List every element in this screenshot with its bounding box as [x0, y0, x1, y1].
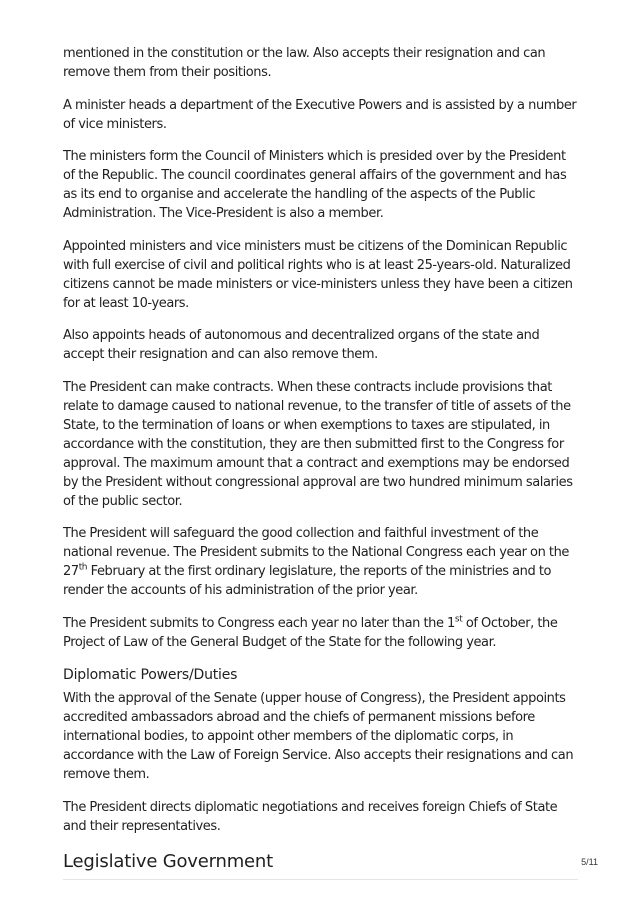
revenue-text-after: February at the first ordinary legislature, the reports of the ministries and to render the accounts of his administration of the prior year.: [63, 564, 552, 598]
budget-text-before: The President submits to Congress each year no later than the 1: [63, 615, 455, 631]
paragraph-resignation: mentioned in the constitution or the law. Also accepts their resignation and can remove them from their positions.: [63, 46, 546, 80]
paragraph-minister: A minister heads a department of the Executive Powers and is assisted by a number of vice ministers.: [63, 97, 577, 132]
paragraph-revenue: [63, 524, 578, 600]
page-number: 5/11: [581, 857, 598, 867]
legislative-heading: Legislative Government: [63, 849, 578, 880]
paragraph-contracts: The President can make contracts. When these contracts include provisions that relate to damage caused to national revenue, to the transfer of title of assets of the State, to the termination of loans or when exemptions to taxes are stipulated, in accordance with the constitution, they are then submitted first to the Congress for approval. The maximum amount that a contract and exemptions may be endorsed by the President without congressional approval are two hundred minimum salaries of the public sector.: [63, 379, 573, 509]
diplomatic-heading: Diplomatic Powers/Duties: [63, 667, 238, 683]
paragraph-ambassadors: With the approval of the Senate (upper house of Congress), the President appoints accredited ambassadors abroad and the chiefs of permanent missions before international bodies, to appoint other members of the diplomatic corps, in accordance with the Law of Foreign Service. Also accepts their resignations and can remove them.: [63, 691, 574, 782]
paragraph-citizenship: Appointed ministers and vice ministers must be citizens of the Dominican Republic with full exercise of civil and political rights who is at least 25-years-old. Naturalized citizens cannot be made ministers or vice-ministers unless they have been a citizen for at least 10-years.: [63, 238, 573, 311]
budget-superscript: st: [454, 614, 463, 625]
paragraph-budget: [63, 614, 578, 652]
revenue-superscript: th: [78, 562, 88, 573]
revenue-text-before: The President will safeguard the good collection and faithful investment of the national revenue. The President submits to the National Congress each year on the 27: [63, 526, 570, 579]
paragraph-negotiations: The President directs diplomatic negotiations and receives foreign Chiefs of State and their representatives.: [63, 799, 558, 834]
paragraph-autonomous-organs: Also appoints heads of autonomous and decentralized organs of the state and accept their resignation and can also remove them.: [63, 328, 540, 362]
document-page: [63, 44, 578, 880]
paragraph-council: The ministers form the Council of Ministers which is presided over by the President of the Republic. The council coordinates general affairs of the government and has as its end to organise and accelerate the handling of the aspects of the Public Administration. The Vice-President is also a member.: [63, 149, 567, 221]
budget-text-after: of October, the Project of Law of the General Budget of the State for the following year.: [63, 615, 558, 650]
